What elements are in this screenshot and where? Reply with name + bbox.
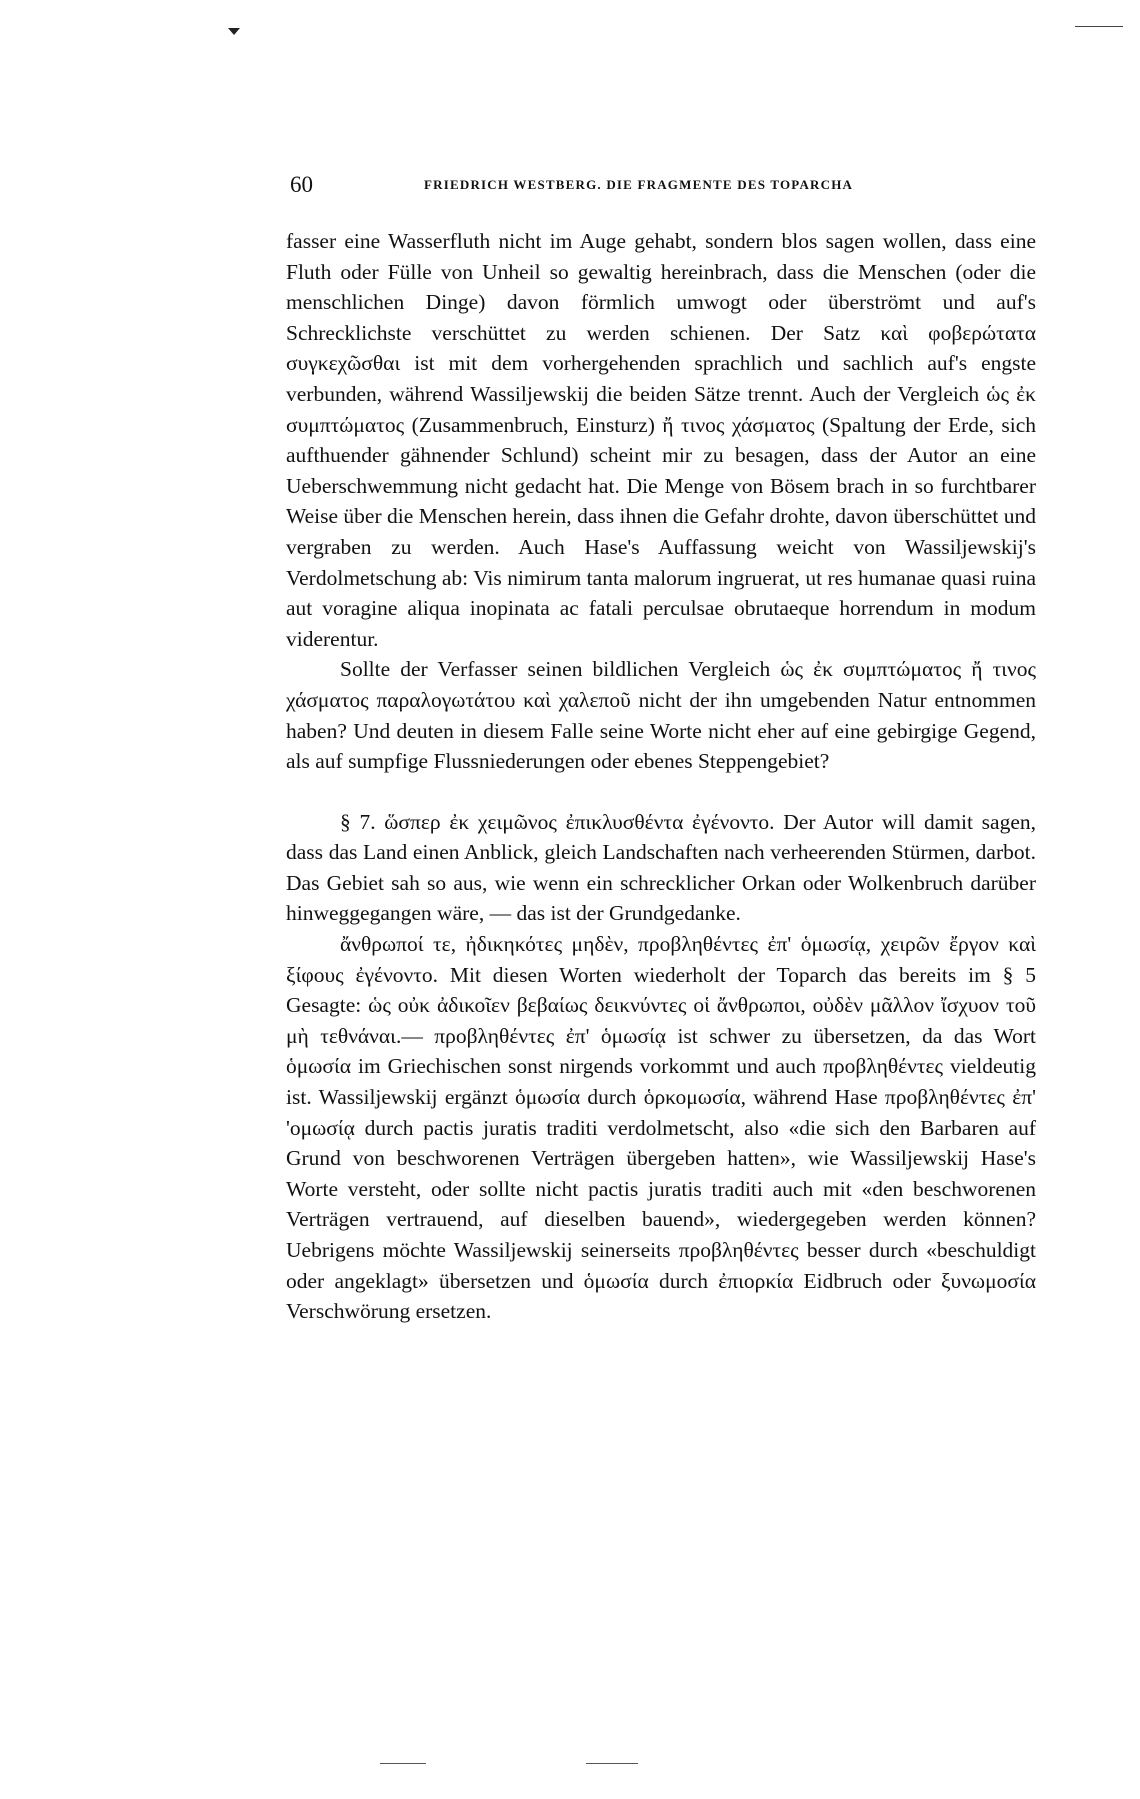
paragraph-1: fasser eine Wasserfluth nicht im Auge gehabt, sondern blos sagen wollen, dass eine Fluth oder Fülle von Unheil so gewaltig hereinbrach, dass die Menschen (oder die menschlichen Dinge) davon förmlich umwogt oder überströmt und auf's Schrecklichste verschüttet zu werden schienen. Der Satz καὶ φοβερώτατα συγκεχῶσθαι ist mit dem vorhergehenden sprachlich und sachlich auf's engste verbunden, während Wassiljewskij die beiden Sätze trennt. Auch der Vergleich ὡς ἐκ συμπτώματος (Zusammenbruch, Einsturz) ἤ τινος χάσματος (Spaltung der Erde, sich aufthuender gähnender Schlund) scheint mir zu besagen, dass der Autor an eine Ueberschwemmung nicht gedacht hat. Die Menge von Bösem brach in so furchtbarer Weise über die Menschen herein, dass ihnen die Gefahr drohte, davon überschüttet und vergraben zu werden. Auch Hase's Auffassung weicht von Wassiljewskij's Verdolmetschung ab: Vis nimirum tanta malorum ingruerat, ut res humanae quasi ruina aut voragine aliqua inopinata ac fatali perculsae obrutaeque horrendum in modum viderentur. <box>286 229 1036 651</box>
page-header <box>288 172 928 202</box>
scan-mark-top-right <box>1075 26 1123 27</box>
body-text <box>286 226 1036 1327</box>
paragraph-section-7: § 7. ὥσπερ ἐκ χειμῶνος ἐπικλυσθέντα ἐγένοντο. Der Autor will damit sagen, dass das Land einen Anblick, gleich Landschaften nach verheerenden Stürmen, darbot. Das Gebiet sah so aus, wie wenn ein schrecklicher Orkan oder Wolkenbruch darüber hinweggegangen wäre, — das ist der Grundgedanke. <box>286 809 1036 926</box>
running-title: FRIEDRICH WESTBERG. DIE FRAGMENTE DES TOPARCHA <box>424 177 854 192</box>
paragraph-2: Sollte der Verfasser seinen bildlichen Vergleich ὡς ἐκ συμπτώματος ἤ τινος χάσματος παραλογωτάτου καὶ χαλεποῦ nicht der ihn umgebenden Natur entnommen haben? Und deuten in diesem Falle seine Worte nicht eher auf eine gebirgige Gegend, als auf sumpfige Flussniederungen oder ebenes Steppengebiet? <box>286 657 1036 774</box>
paragraph-4: ἄνθρωποί τε, ἠδικηκότες μηδὲν, προβληθέντες ἐπ' ὁμωσίᾳ, χειρῶν ἔργον καὶ ξίφους ἐγένοντο. Mit diesen Worten wiederholt der Toparch das bereits im § 5 Gesagte: ὡς οὐκ ἀδικοῖεν βεβαίως δεικνύντες οἱ ἄνθρωποι, οὐδὲν μᾶλλον ἴσχυον τοῦ μὴ τεθνάναι.— προβληθέντες ἐπ' ὁμωσίᾳ ist schwer zu übersetzen, da das Wort ὁμωσία im Griechischen sonst nirgends vorkommt und auch προβληθέντες vieldeutig ist. Wassiljewskij ergänzt ὁμωσία durch ὁρκομωσία, während Hase προβληθέντες ἐπ' 'ομωσίᾳ durch pactis juratis traditi verdolmetscht, also «die sich den Barbaren auf Grund von beschworenen Verträgen übergeben hatten», wie Wassiljewskij Hase's Worte versteht, oder sollte nicht pactis juratis traditi auch mit «den beschworenen Verträgen vertrauend, auf dieselben bauend», wiedergegeben werden können? Uebrigens möchte Wassiljewskij seinerseits προβληθέντες besser durch «beschuldigt oder angeklagt» übersetzen und ὁμωσία durch ἐπιορκία Eidbruch oder ξυνωμοσία Verschwörung ersetzen. <box>286 932 1036 1324</box>
scan-mark-top-left <box>228 28 240 35</box>
scan-mark-bottom-right <box>586 1763 638 1764</box>
scan-mark-bottom-left <box>380 1763 426 1764</box>
page-number: 60 <box>290 172 313 197</box>
